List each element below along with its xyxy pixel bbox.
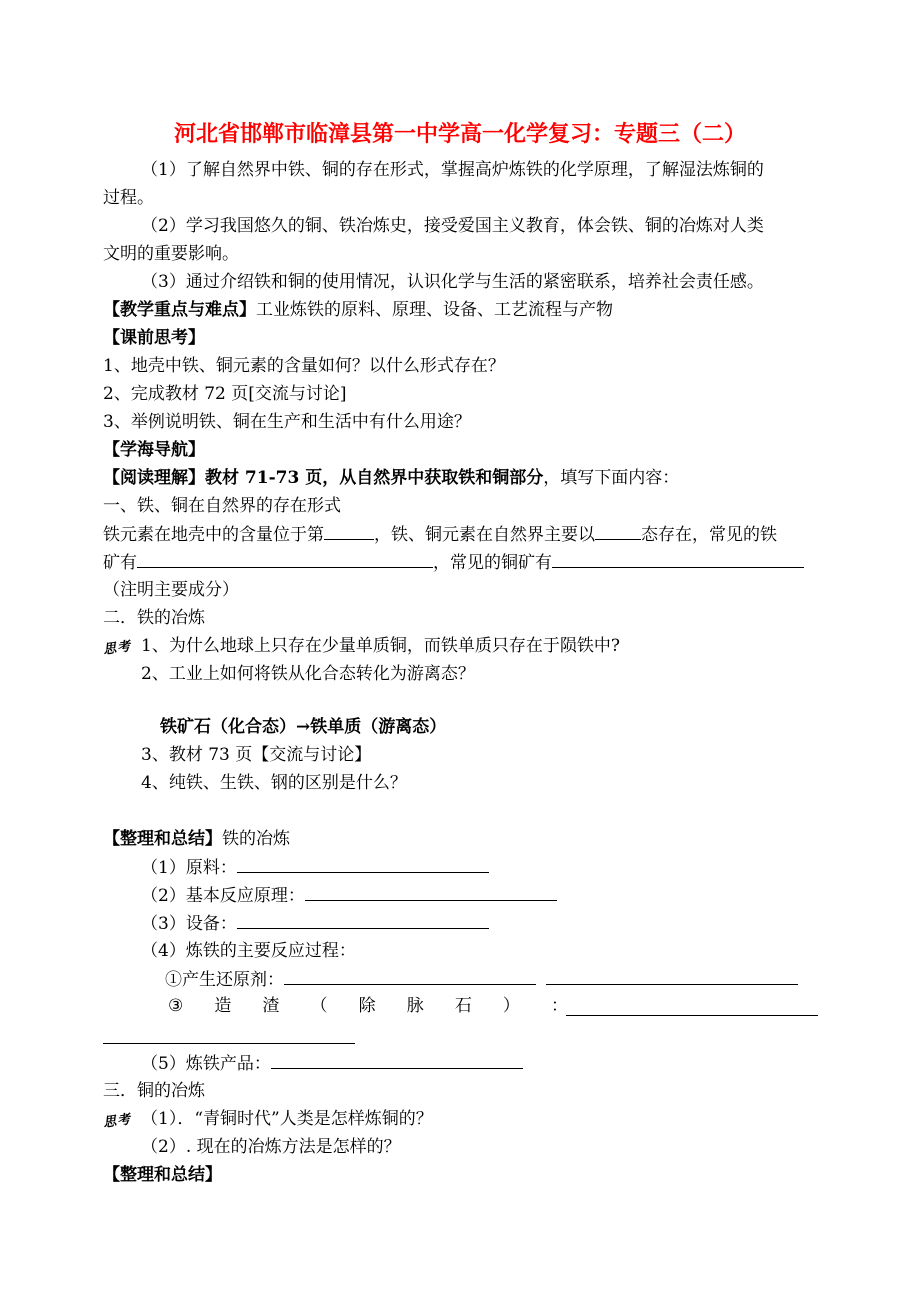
goal-2-line-2: 文明的重要影响。 — [103, 244, 239, 264]
pre-think-q2: 2、完成教材 72 页[交流与讨论] — [103, 384, 347, 404]
i4b-char: ③ — [168, 996, 184, 1016]
summary1-i3-label: （3）设备： — [141, 914, 237, 934]
summary1-i1-label: （1）原料： — [141, 858, 237, 878]
sec1-l1c: 态存在，常见的铁 — [641, 525, 777, 545]
blank-equipment[interactable] — [237, 912, 489, 929]
i4b-char: ） — [502, 996, 520, 1016]
i4b-char: 除 — [358, 996, 376, 1016]
sec2-q2: 2、工业上如何将铁从化合态转化为游离态？ — [141, 664, 475, 684]
blank-reductant-1[interactable] — [284, 968, 536, 985]
summary1-i2-label: （2）基本反应原理： — [141, 886, 305, 906]
i4b-char: （ — [310, 996, 328, 1016]
summary1-title: 铁的冶炼 — [222, 829, 290, 849]
guide-label: 【学海导航】 — [103, 440, 205, 460]
goal-2-line-1: （2）学习我国悠久的铜、铁冶炼史，接受爱国主义教育，体会铁、铜的冶炼对人类 — [141, 216, 764, 236]
blank-state[interactable] — [595, 523, 641, 540]
summary1-label: 【整理和总结】 — [103, 829, 222, 849]
sec1-line-1 — [103, 523, 777, 546]
key-points — [103, 299, 613, 321]
goal-1-line-1: （1）了解自然界中铁、铜的存在形式，掌握高炉炼铁的化学原理，了解湿法炼铜的 — [141, 160, 764, 180]
sec1-l1a: 铁元素在地壳中的含量位于第 — [103, 525, 324, 545]
goal-3: （3）通过介绍铁和铜的使用情况，认识化学与生活的紧密联系，培养社会责任感。 — [141, 272, 764, 292]
page-title: 河北省邯郸市临漳县第一中学高一化学复习：专题三（二） — [173, 122, 746, 147]
i4b-char: ： — [551, 996, 568, 1016]
key-points-text: 工业炼铁的原料、原理、设备、工艺流程与产物 — [256, 300, 613, 320]
sec1-note: （注明主要成分） — [103, 580, 239, 600]
i4b-char: 脉 — [406, 996, 424, 1016]
think-icon-2: 思考 — [102, 1112, 133, 1131]
pre-think-q3: 3、举例说明铁、铜在生产和生活中有什么用途？ — [103, 412, 471, 432]
sec3-q1: （1）．“青铜时代”人类是怎样炼铜的？ — [141, 1109, 433, 1129]
key-points-label: 【教学重点与难点】 — [103, 300, 256, 320]
blank-slag-2[interactable] — [103, 1027, 355, 1044]
summary1-item-4: （4）炼铁的主要反应过程： — [141, 941, 356, 961]
i4b-char: 渣 — [262, 996, 280, 1016]
i4b-char: 石 — [454, 996, 472, 1016]
summary1-header — [103, 828, 290, 850]
blank-iron-ores[interactable] — [137, 551, 433, 568]
reading-label: 【阅读理解】教材 71-73 页，从自然界中获取铁和铜部分 — [103, 468, 544, 488]
sec2-q3: 3、教材 73 页【交流与讨论】 — [141, 745, 372, 765]
think-icon-1: 思考 — [102, 639, 133, 658]
summary1-item-5 — [141, 1052, 523, 1075]
blank-copper-ores[interactable] — [552, 551, 804, 568]
sec2-q1: 1、为什么地球上只存在少量单质铜，而铁单质只存在于陨铁中? — [141, 636, 620, 656]
pre-think-q1: 1、地壳中铁、铜元素的含量如何？以什么形式存在？ — [103, 356, 505, 376]
summary1-i5-label: （5）炼铁产品： — [141, 1054, 271, 1074]
sec2-heading: 二．铁的冶炼 — [103, 608, 205, 628]
sec2-q4: 4、纯铁、生铁、钢的区别是什么？ — [141, 773, 407, 793]
pre-think-label: 【课前思考】 — [103, 328, 205, 348]
blank-rank[interactable] — [324, 523, 374, 540]
reading-suffix: ，填写下面内容： — [543, 468, 680, 488]
sec2-conversion: 铁矿石（化合态）→铁单质（游离态） — [160, 717, 447, 737]
i4b-char: 造 — [214, 996, 232, 1016]
summary1-i4a-label: ①产生还原剂： — [165, 970, 284, 990]
summary1-item-3 — [141, 912, 489, 935]
blank-raw-materials[interactable] — [237, 856, 489, 873]
sec1-l2b: ，常见的铜矿有 — [433, 553, 552, 573]
sec3-heading: 三．铜的冶炼 — [103, 1081, 205, 1101]
summary1-item-4b — [168, 995, 568, 1017]
summary1-item-2 — [141, 884, 557, 907]
blank-principle[interactable] — [305, 884, 557, 901]
sec3-q2: （2）. 现在的冶炼方法是怎样的？ — [141, 1137, 401, 1157]
summary1-item-4a — [165, 968, 798, 991]
summary2-label: 【整理和总结】 — [103, 1165, 222, 1185]
blank-reductant-2[interactable] — [546, 968, 798, 985]
summary1-item-1 — [141, 856, 489, 879]
sec1-line-2 — [103, 551, 804, 574]
sec1-l1b: ，铁、铜元素在自然界主要以 — [374, 525, 595, 545]
blank-products[interactable] — [271, 1052, 523, 1069]
goal-1-line-2: 过程。 — [103, 188, 154, 208]
sec1-l2a: 矿有 — [103, 553, 137, 573]
reading-line — [103, 467, 679, 489]
sec1-heading: 一、铁、铜在自然界的存在形式 — [103, 496, 341, 516]
blank-slag-1[interactable] — [566, 999, 818, 1016]
